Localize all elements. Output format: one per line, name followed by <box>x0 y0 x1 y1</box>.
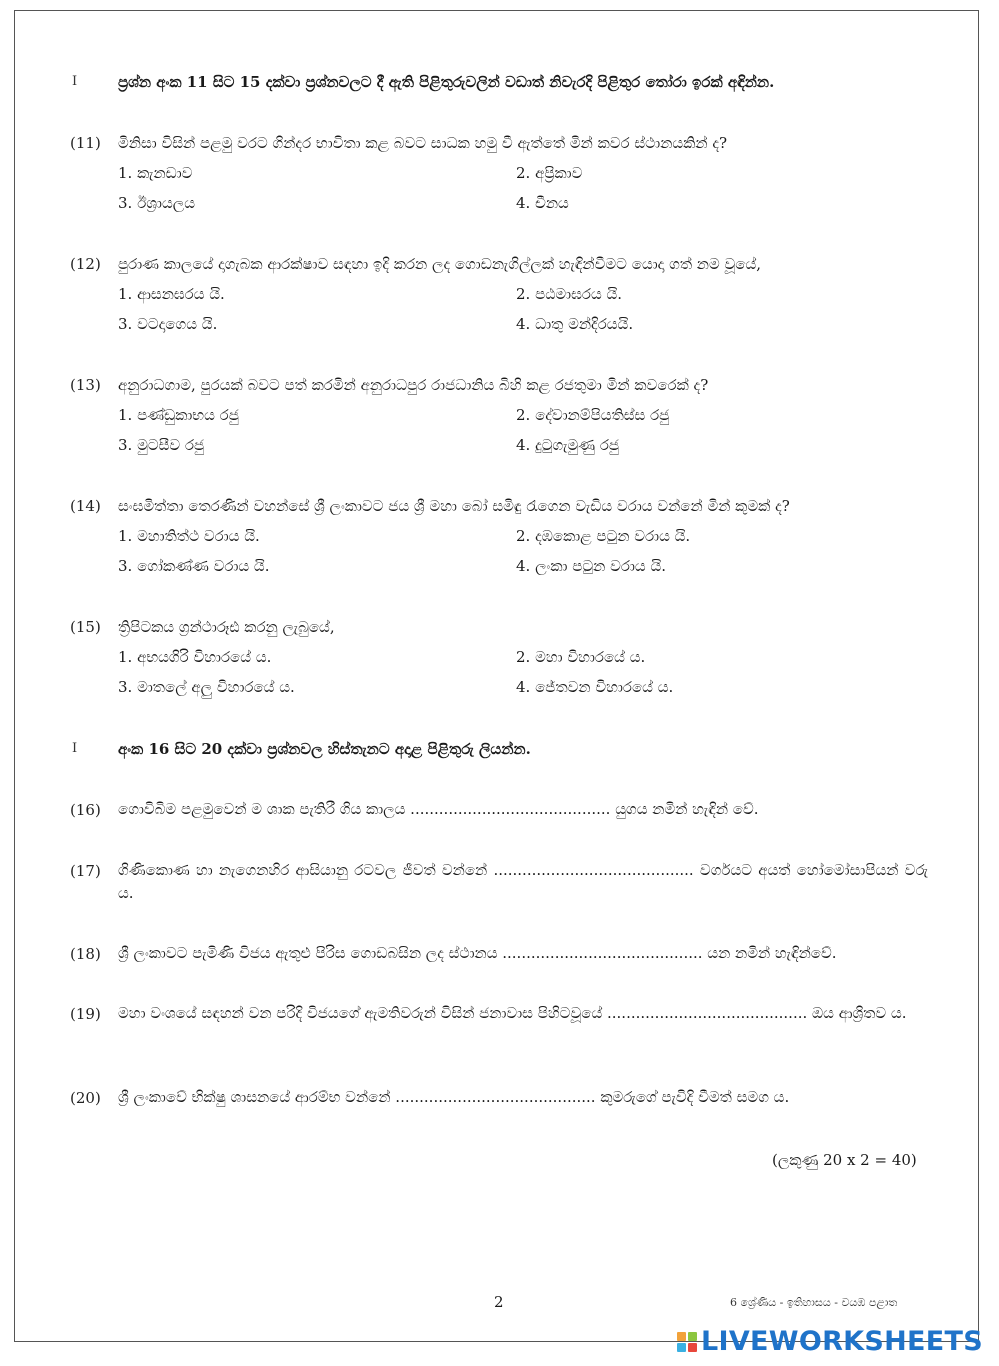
question-number: (13) <box>70 376 101 394</box>
option-3[interactable]: 3. වටදාගෙය යි. <box>118 315 218 333</box>
instruction-fill: අංක 16 සිට 20 දක්වා ප්‍රශ්නවල හිස්තැනට අදාළ පිළිතුරු ලියන්න. <box>118 740 531 758</box>
logo-tiles-icon <box>677 1332 697 1352</box>
option-1[interactable]: 1. මහාතිත්ථ වරාය යි. <box>118 527 260 545</box>
option-4[interactable]: 4. ලංකා පටුන වරාය යි. <box>516 557 666 575</box>
logo-tile-4 <box>688 1343 697 1352</box>
question-text: පුරාණ කාලයේ දාගැබක ආරක්ෂාව සඳහා ඉදි කරන ලද ගොඩනැගිල්ලක් හැඳින්වීමට යොදා ගත් නම වූයේ, <box>118 255 762 273</box>
option-1[interactable]: 1. අභයගිරි විහාරයේ ය. <box>118 648 272 666</box>
option-2[interactable]: 2. මහා විහාරයේ ය. <box>516 648 646 666</box>
option-1[interactable]: 1. පණ්ඩුකාභය රජු <box>118 406 239 424</box>
question-number: (16) <box>70 801 101 819</box>
logo-tile-3 <box>677 1343 686 1352</box>
fill-question: ගොවිබිම පළමුවෙන් ම ශාක පැතිරී ගිය කාලය .......................................... යුගය නමින් හැඳින් වේ. <box>118 800 759 818</box>
option-4[interactable]: 4. චීනය <box>516 194 569 212</box>
instruction-mcq: ප්‍රශ්න අංක 11 සිට 15 දක්වා ප්‍රශ්නවලට දී ඇති පිළිතුරුවලින් වඩාත් නිවැරදි පිළිතුර තෝරා ඉරක් අඳින්න. <box>118 73 775 91</box>
option-3[interactable]: 3. මාතලේ අලු විහාරයේ ය. <box>118 678 295 696</box>
question-number: (17) <box>70 862 101 880</box>
logo-tile-1 <box>677 1332 686 1341</box>
page-number: 2 <box>494 1293 504 1311</box>
question-number: (12) <box>70 255 101 273</box>
question-text: අනුරාධගාම, පුරයක් බවට පත් කරමින් අනුරාධපුර රාජධානිය බිහි කළ රජතුමා මින් කවරෙක් ද? <box>118 376 709 394</box>
question-number: (20) <box>70 1089 101 1107</box>
question-text: ත්‍රිපිටකය ග්‍රන්ථාරූඪ කරනු ලැබුයේ, <box>118 618 335 636</box>
fill-question: ශ්‍රී ලංකාවේ භික්ෂු ශාසනයේ ආරම්භ වන්නේ .......................................... කුමරුගේ පැවිදි වීමත් සමග ය. <box>118 1088 790 1106</box>
question-number: (14) <box>70 497 101 515</box>
question-number: (15) <box>70 618 101 636</box>
option-2[interactable]: 2. පඨමාඝරය යි. <box>516 285 623 303</box>
logo-tile-2 <box>688 1332 697 1341</box>
option-2[interactable]: 2. දඹකොළ පටුන වරාය යි. <box>516 527 691 545</box>
marks-total: (ලකුණු 20 x 2 = 40) <box>772 1151 917 1169</box>
option-3[interactable]: 3. ඊශ්‍රායලය <box>118 194 195 212</box>
fill-question: ශ්‍රී ලංකාවට පැමිණි විජය ඇතුළු පිරිස ගොඩබසින ලද ස්ථානය .......................................... යන නමින් හැඳින්වේ. <box>118 944 837 962</box>
option-2[interactable]: 2. අප්‍රිකාව <box>516 164 583 182</box>
question-text: මිනිසා විසින් පළමු වරට ගින්දර භාවිතා කළ බවට සාධක හමු වී ඇත්තේ මින් කවර ස්ථානයකින් ද? <box>118 134 728 152</box>
option-1[interactable]: 1. කැනඩාව <box>118 164 193 182</box>
footer-subtitle: 6 ශ්‍රේණිය - ඉතිහාසය - වයඹ පළාත <box>730 1296 898 1309</box>
brand-text: LIVEWORKSHEETS <box>700 1326 983 1357</box>
instruction-bullet: I <box>72 741 78 756</box>
liveworksheets-logo[interactable] <box>677 1326 983 1357</box>
question-number: (18) <box>70 945 101 963</box>
option-2[interactable]: 2. දේවානම්පියතිස්ස රජු <box>516 406 670 424</box>
question-text: සංඝමිත්තා තෙරණින් වහන්සේ ශ්‍රී ලංකාවට ජය ශ්‍රී මහා බෝ සමිඳු රැගෙන වැඩිය වරාය වන්නේ මින් කුමක් ද? <box>118 497 790 515</box>
option-3[interactable]: 3. ගෝකණ්ණ වරාය යි. <box>118 557 270 575</box>
option-1[interactable]: 1. ආසනඝරය යි. <box>118 285 225 303</box>
option-3[interactable]: 3. මුටසීව රජු <box>118 436 205 454</box>
instruction-bullet: I <box>72 74 78 89</box>
question-number: (19) <box>70 1005 101 1023</box>
fill-question: මහා වංශයේ සඳහන් වන පරිදි විජයගේ ඇමතිවරුන් විසින් ජනාවාස පිහිටවූයේ .......................................... ඔය ආශ්‍රිතව ය. <box>118 1004 907 1022</box>
fill-question: ගිණිකොණ හා නැගෙනහිර ආසියානු රටවල ජීවත් වන්නේ .......................................... වර්ගයට අයත් හෝමෝසාපියන් වරු ය. <box>118 861 928 902</box>
option-4[interactable]: 4. ජේතවන විහාරයේ ය. <box>516 678 674 696</box>
option-4[interactable]: 4. ධාතු මන්දිරයයි. <box>516 315 634 333</box>
option-4[interactable]: 4. දුටුගැමුණු රජු <box>516 436 620 454</box>
question-number: (11) <box>70 134 101 152</box>
